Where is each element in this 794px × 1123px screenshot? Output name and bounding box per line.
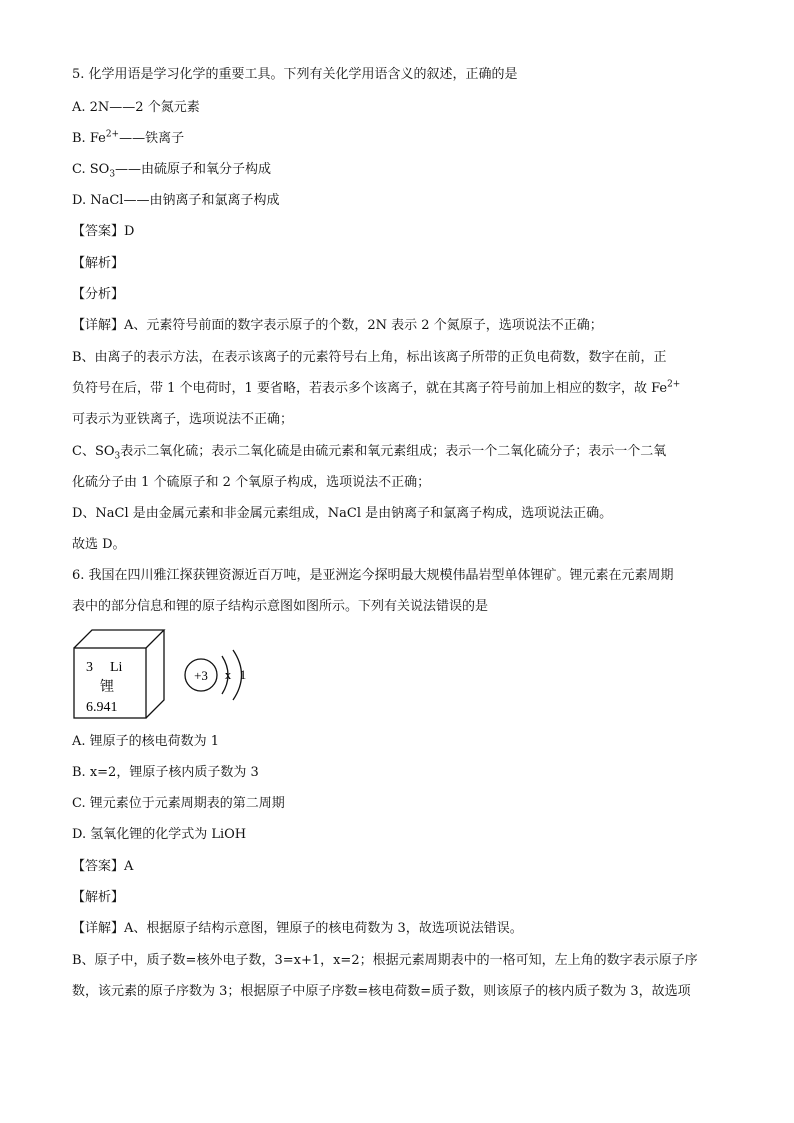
lithium-figure xyxy=(72,628,272,723)
cube-top-face xyxy=(74,630,164,648)
cell-element-name: 锂 xyxy=(100,680,114,695)
q5-option-d: D. NaCl——由钠离子和氯离子构成 xyxy=(72,193,280,208)
q6-answer: 【答案】A xyxy=(72,859,134,874)
q5-detail-line: 【详解】A、元素符号前面的数字表示原子的个数，2N 表示 2 个氮原子，选项说法不正确； xyxy=(72,318,603,333)
q6-option-c: C. 锂元素位于元素周期表的第二周期 xyxy=(72,796,285,811)
q5-option-b: B. $Fe^{2+}——$铁离子 xyxy=(72,129,185,146)
q6-option-a: A. 锂原子的核电荷数为 1 xyxy=(72,734,220,749)
q5-detail-line: 化硫分子由 1 个硫原子和 2 个氧原子构成，选项说法不正确； xyxy=(72,475,431,490)
q5-answer: 【答案】D xyxy=(72,224,135,239)
lithium-diagram xyxy=(72,628,272,723)
q6-analysis-heading: 【解析】 xyxy=(72,890,125,905)
q6-option-b: B. x=2，锂原子核内质子数为 3 xyxy=(72,765,259,780)
q5-detail-line: D、NaCl 是由金属元素和非金属元素组成，NaCl 是由钠离子和氯离子构成，选项说法正确。 xyxy=(72,506,613,521)
q5-detail-line: 可表示为亚铁离子，选项说法不正确； xyxy=(72,412,294,427)
cube-side-face xyxy=(146,630,164,718)
cell-atomic-mass: 6.941 xyxy=(86,700,118,715)
q5-detail-line: 故选 D。 xyxy=(72,537,126,552)
shell-1-electrons: x xyxy=(224,667,232,682)
q5-detail-line: 负符号在后，带 1 个电荷时，1 要省略，若表示多个该离子，就在其离子符号前加上相应的数字，故 $Fe^{2+}$ xyxy=(72,379,681,396)
q5-detail-line: C、$SO_3$表示二氧化硫；表示二氧化硫是由硫元素和氧元素组成；表示一个二氧化硫分子；表示一个二氧 xyxy=(72,444,667,462)
q6-detail-line: 数，该元素的原子序数为 3；根据原子中原子序数=核电荷数=质子数，则该原子的核内质子数为 3，故选项 xyxy=(72,984,691,999)
q6-stem: 6. 我国在四川雅江探获锂资源近百万吨，是亚洲迄今探明最大规模伟晶岩型单体锂矿。锂元素在元素周期 xyxy=(72,568,674,583)
cell-symbol: Li xyxy=(110,660,123,675)
q5-analysis-heading: 【解析】 xyxy=(72,256,125,271)
q5-detail-line: B、由离子的表示方法，在表示该离子的元素符号右上角，标出该离子所带的正负电荷数，数字在前，正 xyxy=(72,350,667,365)
cell-atomic-number: 3 xyxy=(86,660,93,675)
q6-detail-line: B、原子中，质子数=核外电子数，3=x+1，x=2；根据元素周期表中的一格可知，左上角的数字表示原子序 xyxy=(72,953,698,968)
q6-stem: 表中的部分信息和锂的原子结构示意图如图所示。下列有关说法错误的是 xyxy=(72,599,489,614)
q5-stem: 5. 化学用语是学习化学的重要工具。下列有关化学用语含义的叙述，正确的是 xyxy=(72,67,518,82)
shell-2-electrons: 1 xyxy=(239,667,247,682)
q6-option-d: D. 氢氧化锂的化学式为 LiOH xyxy=(72,827,247,842)
q5-option-c: C. $SO_3——$由硫原子和氧分子构成 xyxy=(72,162,272,180)
q6-detail-line: 【详解】A、根据原子结构示意图，锂原子的核电荷数为 3，故选项说法错误。 xyxy=(72,921,523,936)
q5-fenxi-heading: 【分析】 xyxy=(72,287,125,302)
q5-option-a: A. 2N——2 个氮元素 xyxy=(72,100,200,115)
nucleus-charge: +3 xyxy=(194,668,208,683)
